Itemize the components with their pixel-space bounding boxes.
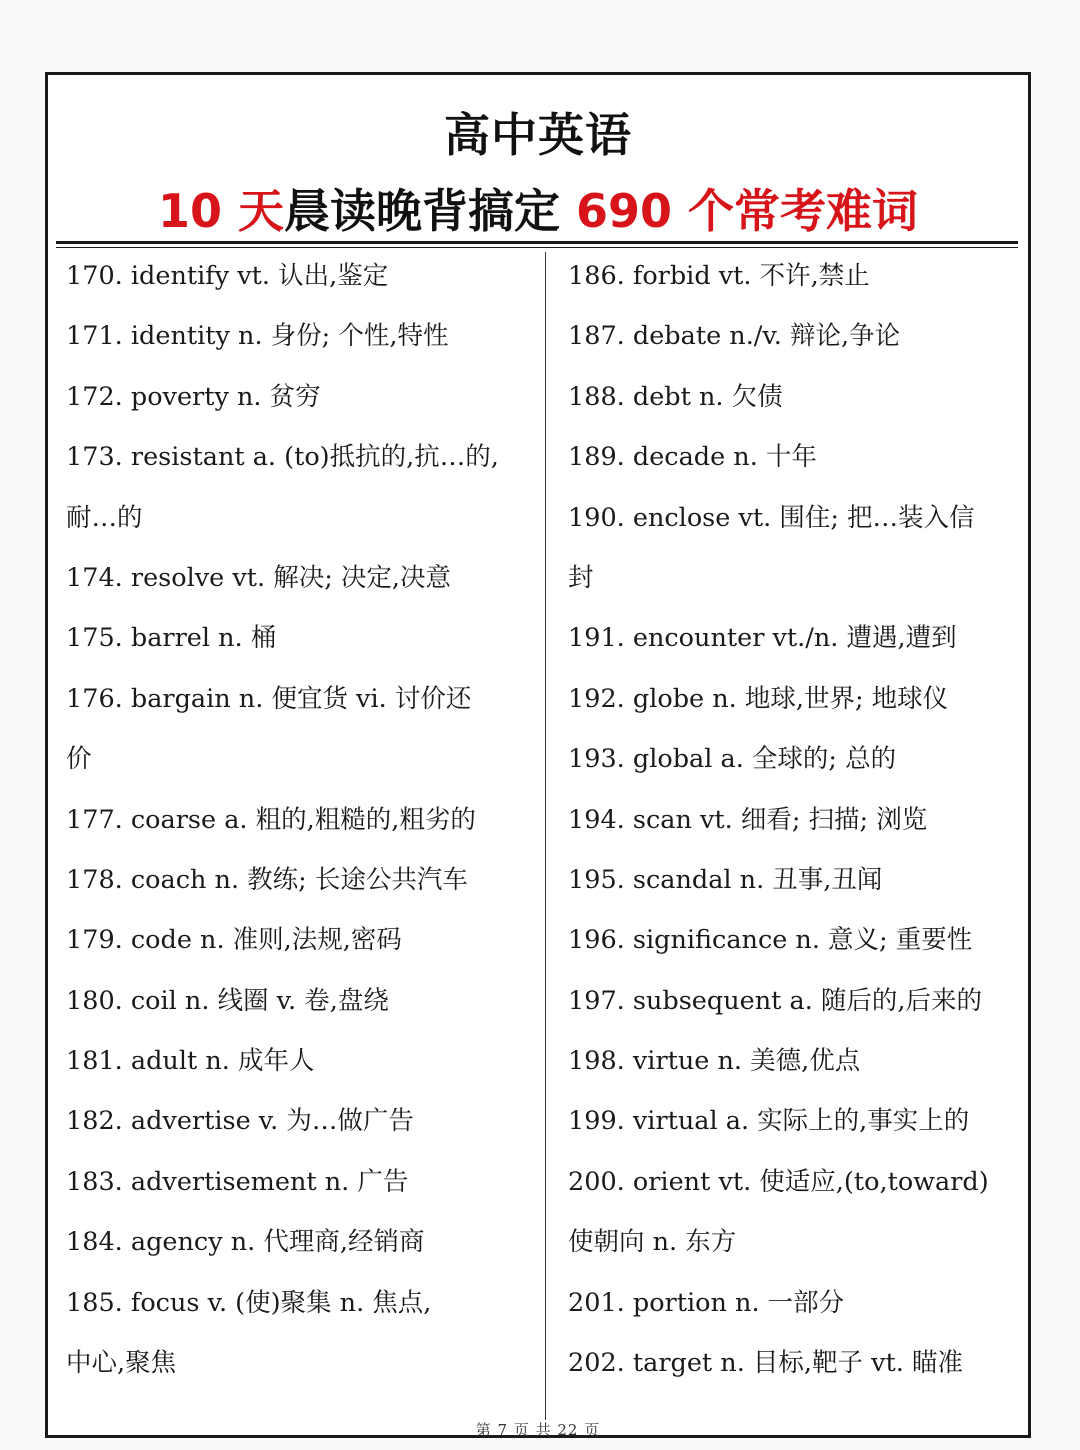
vocab-line: 196. significance n. 意义; 重要性 — [568, 925, 973, 956]
vocab-line: 191. encounter vt./n. 遭遇,遭到 — [568, 623, 957, 654]
vocab-line: 178. coach n. 教练; 长途公共汽车 — [66, 864, 468, 895]
vocab-line: 187. debate n./v. 辩论,争论 — [568, 321, 901, 352]
subtitle-middle-text: 晨读晚背搞定 — [283, 184, 560, 238]
vocab-line: 172. poverty n. 贫穷 — [66, 381, 321, 412]
subtitle-days-unit: 天 — [237, 184, 284, 238]
vocab-line: 202. target n. 目标,靶子 vt. 瞄准 — [568, 1348, 964, 1379]
subtitle-word-count: 690 — [576, 184, 673, 238]
vocab-line: 194. scan vt. 细看; 扫描; 浏览 — [568, 804, 928, 835]
vocab-line: 使朝向 n. 东方 — [568, 1227, 737, 1258]
vocab-line: 175. barrel n. 桶 — [66, 623, 277, 654]
vocab-line: 价 — [66, 744, 92, 775]
vocab-line: 180. coil n. 线圈 v. 卷,盘绕 — [66, 985, 389, 1016]
page-title: 高中英语 — [444, 108, 632, 162]
vocab-line: 耐…的 — [66, 502, 143, 533]
vocab-line: 192. globe n. 地球,世界; 地球仪 — [568, 683, 949, 714]
vocab-line: 181. adult n. 成年人 — [66, 1046, 315, 1077]
page-subtitle — [48, 175, 1028, 241]
subtitle-end-text: 个常考难词 — [688, 184, 919, 238]
vocab-line: 185. focus v. (使)聚集 n. 焦点, — [66, 1287, 432, 1318]
vocab-line: 封 — [568, 562, 594, 593]
vocab-line: 173. resistant a. (to)抵抗的,抗…的, — [66, 442, 499, 473]
vocab-line: 199. virtual a. 实际上的,事实上的 — [568, 1106, 970, 1137]
document-frame — [45, 72, 1031, 1438]
vocab-line: 170. identify vt. 认出,鉴定 — [66, 261, 389, 291]
vocab-line: 182. advertise v. 为…做广告 — [66, 1106, 414, 1137]
vocab-line: 186. forbid vt. 不许,禁止 — [568, 261, 870, 291]
vocab-line: 193. global a. 全球的; 总的 — [568, 744, 897, 775]
vocab-line: 176. bargain n. 便宜货 vi. 讨价还 — [66, 683, 472, 714]
vocab-line: 184. agency n. 代理商,经销商 — [66, 1227, 425, 1258]
vocab-line: 189. decade n. 十年 — [568, 442, 817, 473]
vocab-line: 179. code n. 准则,法规,密码 — [66, 925, 402, 956]
vocab-line: 174. resolve vt. 解决; 决定,决意 — [66, 562, 452, 593]
vocab-line: 195. scandal n. 丑事,丑闻 — [568, 864, 883, 895]
vocab-line: 177. coarse a. 粗的,粗糙的,粗劣的 — [66, 804, 476, 835]
column-divider — [545, 252, 546, 1420]
vocab-line: 200. orient vt. 使适应,(to,toward) — [568, 1166, 989, 1197]
vocab-line: 188. debt n. 欠债 — [568, 381, 783, 412]
vocab-line: 201. portion n. 一部分 — [568, 1287, 845, 1318]
vocab-line: 中心,聚焦 — [66, 1348, 177, 1379]
vocab-line: 171. identity n. 身份; 个性,特性 — [66, 321, 449, 352]
vocab-line: 190. enclose vt. 围住; 把…装入信 — [568, 502, 975, 533]
subtitle-days-number: 10 — [157, 184, 222, 238]
vocab-line: 198. virtue n. 美德,优点 — [568, 1046, 861, 1077]
page-number-footer: 第 7 页 共 22 页 — [475, 1421, 601, 1439]
header-divider-thick — [56, 241, 1018, 244]
vocab-line: 183. advertisement n. 广告 — [66, 1166, 409, 1197]
vocab-column-right — [568, 246, 1030, 1393]
vocab-column-left — [66, 246, 536, 1393]
vocab-line: 197. subsequent a. 随后的,后来的 — [568, 985, 983, 1016]
